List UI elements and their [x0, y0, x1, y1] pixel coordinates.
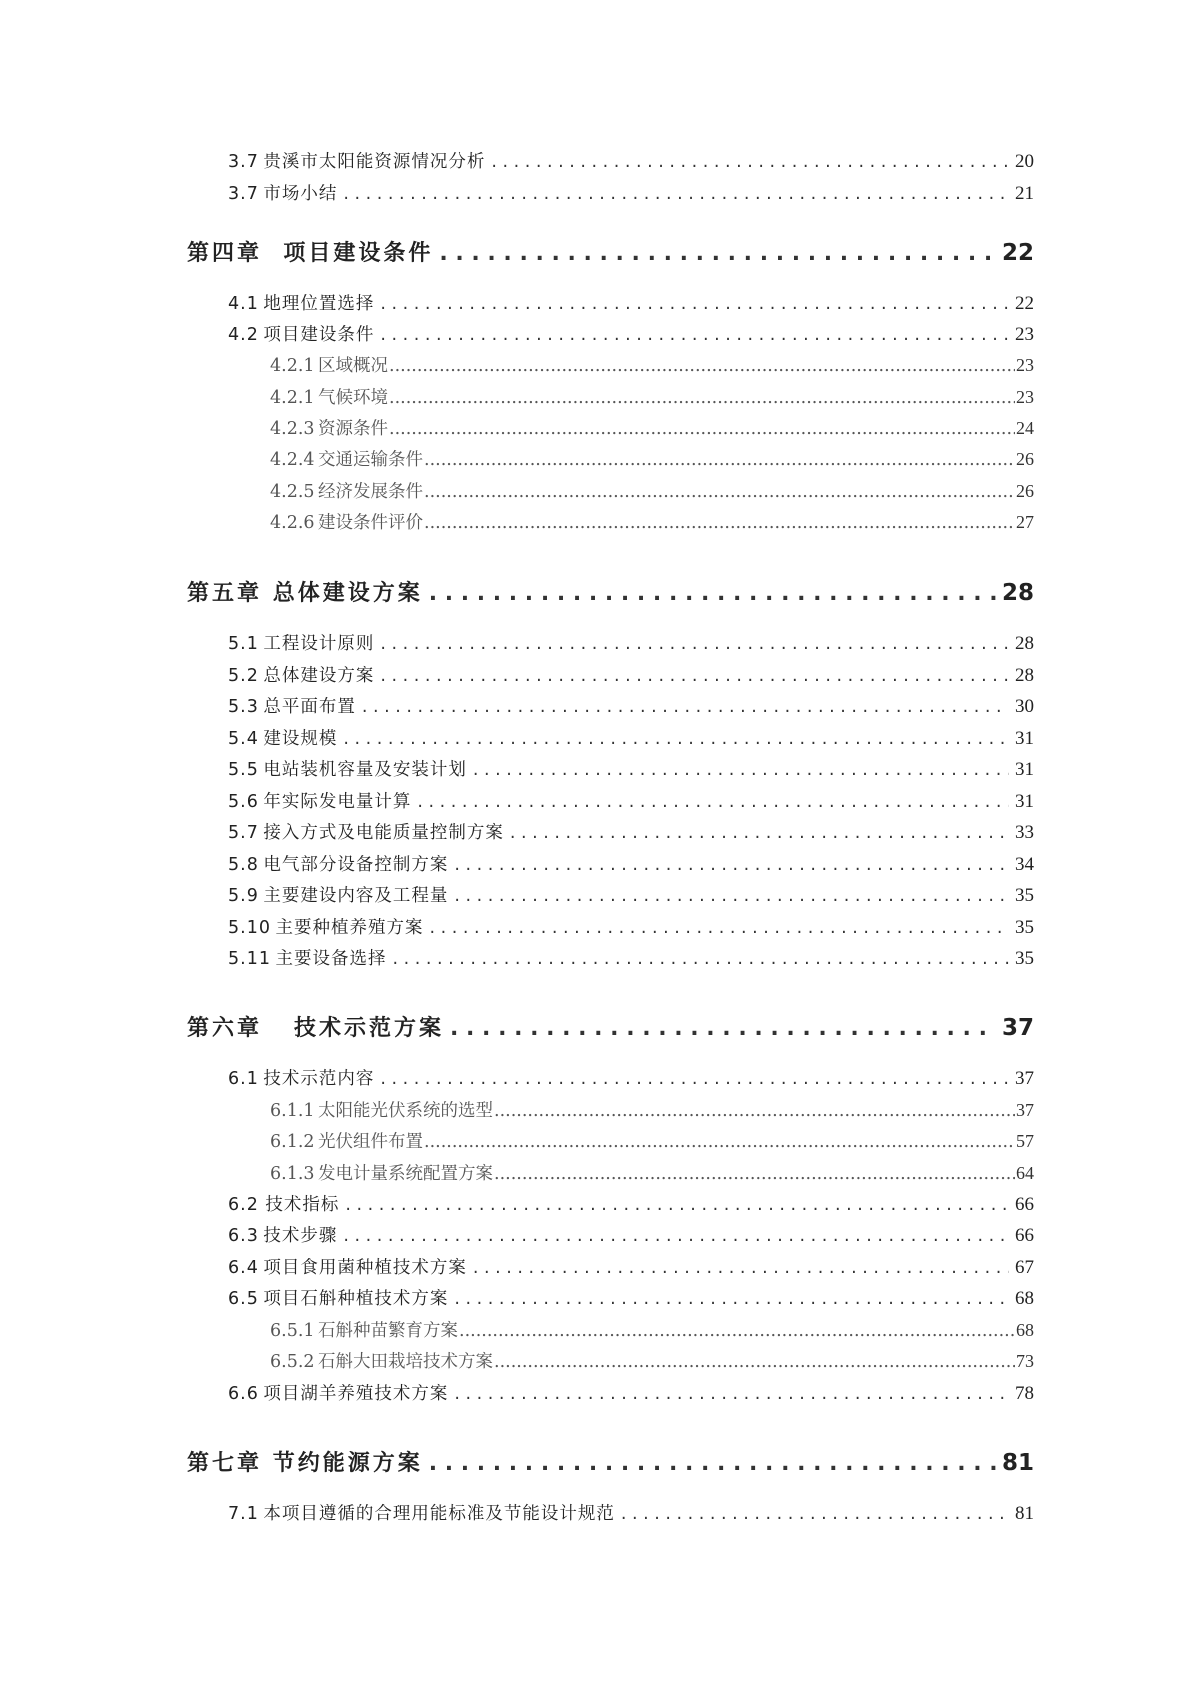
toc-entry-title: 6.2 技术指标 — [228, 1195, 340, 1215]
toc-entry-5-8[interactable] — [228, 851, 1034, 876]
toc-dot-leader — [429, 1451, 996, 1476]
toc-entry-title: 6.1.2 光伏组件布置 — [270, 1132, 424, 1152]
toc-page-number: 21 — [1015, 183, 1034, 204]
toc-page-number: 28 — [1001, 580, 1034, 606]
toc-entry-5-11[interactable] — [228, 945, 1034, 970]
toc-entry-title: 4.1 地理位置选择 — [228, 294, 375, 314]
toc-entry-5-3[interactable] — [228, 693, 1034, 718]
toc-entry-title: 3.7 贵溪市太阳能资源情况分析 — [228, 152, 486, 172]
toc-dot-leader — [429, 918, 1009, 938]
toc-dot-leader — [345, 1195, 1009, 1215]
toc-entry-title: 5.2 总体建设方案 — [228, 666, 375, 686]
toc-dot-leader — [621, 1504, 1009, 1524]
toc-entry-6-1-1[interactable] — [270, 1097, 1034, 1122]
toc-page-number: 33 — [1015, 822, 1034, 843]
toc-entry-3-7-market[interactable] — [228, 180, 1034, 205]
toc-entry-title: 6.5 项目石斛种植技术方案 — [228, 1289, 449, 1309]
toc-page-number: 31 — [1015, 759, 1034, 780]
toc-entry-title: 5.10 主要种植养殖方案 — [228, 918, 424, 938]
toc-entry-6-1-2[interactable] — [270, 1128, 1034, 1153]
toc-dot-leader — [439, 241, 996, 266]
toc-page-number: 37 — [1015, 1068, 1034, 1089]
toc-dot-leader — [380, 294, 1009, 314]
toc-entry-5-6[interactable] — [228, 788, 1034, 813]
toc-entry-4-2-3[interactable] — [270, 415, 1034, 440]
toc-dot-leader — [510, 823, 1009, 843]
toc-page-number: 28 — [1015, 633, 1034, 654]
toc-dot-leader — [424, 513, 1015, 533]
toc-dot-leader — [494, 1101, 1015, 1121]
toc-entry-title: 5.9 主要建设内容及工程量 — [228, 886, 449, 906]
toc-page-number: 23 — [1015, 324, 1034, 345]
toc-entry-3-7-solar[interactable] — [228, 148, 1034, 173]
toc-entry-title: 6.3 技术步骤 — [228, 1226, 338, 1246]
toc-entry-5-10[interactable] — [228, 914, 1034, 939]
toc-page-number: 28 — [1015, 665, 1034, 686]
toc-page-number: 23 — [1016, 387, 1034, 407]
toc-dot-leader — [473, 1258, 1009, 1278]
toc-entry-6-1-3[interactable] — [270, 1160, 1034, 1185]
toc-dot-leader — [454, 1289, 1009, 1309]
toc-dot-leader — [380, 634, 1009, 654]
toc-dot-leader — [494, 1352, 1015, 1372]
toc-dot-leader — [454, 1384, 1009, 1404]
toc-entry-5-7[interactable] — [228, 819, 1034, 844]
toc-entry-title: 3.7 市场小结 — [228, 184, 338, 204]
toc-entry-6-3[interactable] — [228, 1222, 1034, 1247]
toc-entry-title: 7.1 本项目遵循的合理用能标准及节能设计规范 — [228, 1504, 615, 1524]
toc-dot-leader — [389, 356, 1015, 376]
toc-dot-leader — [392, 949, 1009, 969]
toc-page-number: 27 — [1016, 512, 1034, 532]
toc-dot-leader — [362, 697, 1009, 717]
toc-chapter-6[interactable] — [187, 1011, 1034, 1042]
toc-entry-title: 5.1 工程设计原则 — [228, 634, 375, 654]
toc-entry-title: 6.1.3 发电计量系统配置方案 — [270, 1164, 494, 1184]
toc-page-number: 66 — [1015, 1225, 1034, 1246]
toc-page-number: 73 — [1016, 1351, 1034, 1371]
toc-page-number: 30 — [1015, 696, 1034, 717]
toc-chapter-7[interactable] — [187, 1446, 1034, 1477]
toc-page-number: 81 — [1001, 1450, 1034, 1476]
toc-page-number: 26 — [1016, 449, 1034, 469]
toc-page-number: 31 — [1015, 728, 1034, 749]
toc-entry-5-4[interactable] — [228, 725, 1034, 750]
toc-dot-leader — [429, 581, 996, 606]
toc-page-number: 35 — [1015, 917, 1034, 938]
toc-chapter-5[interactable] — [187, 576, 1034, 607]
toc-dot-leader — [459, 1321, 1015, 1341]
toc-entry-title: 5.8 电气部分设备控制方案 — [228, 855, 449, 875]
toc-dot-leader — [450, 1016, 996, 1041]
toc-dot-leader — [473, 760, 1009, 780]
toc-entry-title: 5.6 年实际发电量计算 — [228, 792, 412, 812]
toc-entry-title: 5.11 主要设备选择 — [228, 949, 387, 969]
toc-page-number: 67 — [1015, 1257, 1034, 1278]
toc-dot-leader — [343, 184, 1009, 204]
toc-dot-leader — [454, 886, 1009, 906]
toc-entry-title: 6.1 技术示范内容 — [228, 1069, 375, 1089]
toc-entry-7-1[interactable] — [228, 1500, 1034, 1525]
toc-page-number: 20 — [1015, 151, 1034, 172]
toc-entry-title: 4.2.5 经济发展条件 — [270, 482, 424, 502]
toc-page-number: 22 — [1015, 293, 1034, 314]
toc-entry-4-2-6[interactable] — [270, 509, 1034, 534]
toc-dot-leader — [454, 855, 1009, 875]
toc-entry-title: 4.2.1 气候环境 — [270, 388, 389, 408]
toc-dot-leader — [417, 792, 1009, 812]
toc-page-number: 57 — [1016, 1131, 1034, 1151]
toc-entry-5-5[interactable] — [228, 756, 1034, 781]
toc-chapter-title: 第七章 节约能源方案 — [187, 1451, 423, 1476]
toc-entry-6-4[interactable] — [228, 1254, 1034, 1279]
toc-entry-title: 6.5.1 石斛种苗繁育方案 — [270, 1321, 459, 1341]
toc-dot-leader — [424, 1132, 1015, 1152]
toc-dot-leader — [389, 388, 1015, 408]
toc-entry-title: 4.2.6 建设条件评价 — [270, 513, 424, 533]
toc-dot-leader — [343, 1226, 1009, 1246]
toc-entry-4-2-4[interactable] — [270, 446, 1034, 471]
toc-chapter-title: 第五章 总体建设方案 — [187, 581, 423, 606]
toc-entry-6-1[interactable] — [228, 1065, 1034, 1090]
toc-chapter-title: 第四章 项目建设条件 — [187, 241, 434, 266]
toc-entry-6-2[interactable] — [228, 1191, 1034, 1216]
toc-page-number: 68 — [1016, 1320, 1034, 1340]
toc-page-number: 26 — [1016, 481, 1034, 501]
toc-entry-title: 5.4 建设规模 — [228, 729, 338, 749]
toc-dot-leader — [343, 729, 1009, 749]
toc-page-number: 81 — [1015, 1503, 1034, 1524]
toc-page-number: 35 — [1015, 885, 1034, 906]
toc-page-number: 34 — [1015, 854, 1034, 875]
toc-entry-title: 6.4 项目食用菌种植技术方案 — [228, 1258, 467, 1278]
toc-page-number: 22 — [1001, 240, 1034, 266]
toc-entry-title: 4.2.4 交通运输条件 — [270, 450, 424, 470]
toc-page-number: 31 — [1015, 791, 1034, 812]
toc-page-number: 68 — [1015, 1288, 1034, 1309]
toc-entry-title: 4.2.1 区域概况 — [270, 356, 389, 376]
toc-entry-title: 5.3 总平面布置 — [228, 697, 356, 717]
toc-page-number: 35 — [1015, 948, 1034, 969]
toc-entry-title: 4.2.3 资源条件 — [270, 419, 389, 439]
toc-entry-5-1[interactable] — [228, 630, 1034, 655]
toc-entry-6-5[interactable] — [228, 1285, 1034, 1310]
toc-dot-leader — [491, 152, 1009, 172]
toc-entry-4-2-1-region[interactable] — [270, 352, 1034, 377]
toc-page-number: 66 — [1015, 1194, 1034, 1215]
toc-page-number: 78 — [1015, 1383, 1034, 1404]
toc-page-number: 64 — [1016, 1163, 1034, 1183]
toc-entry-4-2[interactable] — [228, 321, 1034, 346]
toc-entry-6-5-2[interactable] — [270, 1348, 1034, 1373]
toc-dot-leader — [424, 482, 1015, 502]
toc-entry-4-2-5[interactable] — [270, 478, 1034, 503]
toc-dot-leader — [494, 1164, 1015, 1184]
toc-entry-title: 5.5 电站装机容量及安装计划 — [228, 760, 467, 780]
toc-chapter-4[interactable] — [187, 236, 1034, 267]
toc-dot-leader — [380, 1069, 1009, 1089]
toc-page-number: 37 — [1016, 1100, 1034, 1120]
toc-entry-5-2[interactable] — [228, 662, 1034, 687]
toc-entry-title: 5.7 接入方式及电能质量控制方案 — [228, 823, 504, 843]
toc-entry-6-6[interactable] — [228, 1380, 1034, 1405]
toc-page-number: 37 — [1001, 1015, 1034, 1041]
toc-entry-title: 6.1.1 太阳能光伏系统的选型 — [270, 1101, 494, 1121]
toc-entry-title: 4.2 项目建设条件 — [228, 325, 375, 345]
toc-dot-leader — [380, 325, 1009, 345]
toc-dot-leader — [389, 419, 1015, 439]
toc-entry-6-5-1[interactable] — [270, 1317, 1034, 1342]
toc-dot-leader — [380, 666, 1009, 686]
toc-dot-leader — [424, 450, 1015, 470]
toc-page-number: 24 — [1016, 418, 1034, 438]
toc-entry-5-9[interactable] — [228, 882, 1034, 907]
toc-entry-title: 6.6 项目湖羊养殖技术方案 — [228, 1384, 449, 1404]
toc-page-number: 23 — [1016, 355, 1034, 375]
toc-chapter-title: 第六章 技术示范方案 — [187, 1016, 445, 1041]
toc-entry-title: 6.5.2 石斛大田栽培技术方案 — [270, 1352, 494, 1372]
toc-entry-4-2-1-climate[interactable] — [270, 384, 1034, 409]
toc-entry-4-1[interactable] — [228, 290, 1034, 315]
